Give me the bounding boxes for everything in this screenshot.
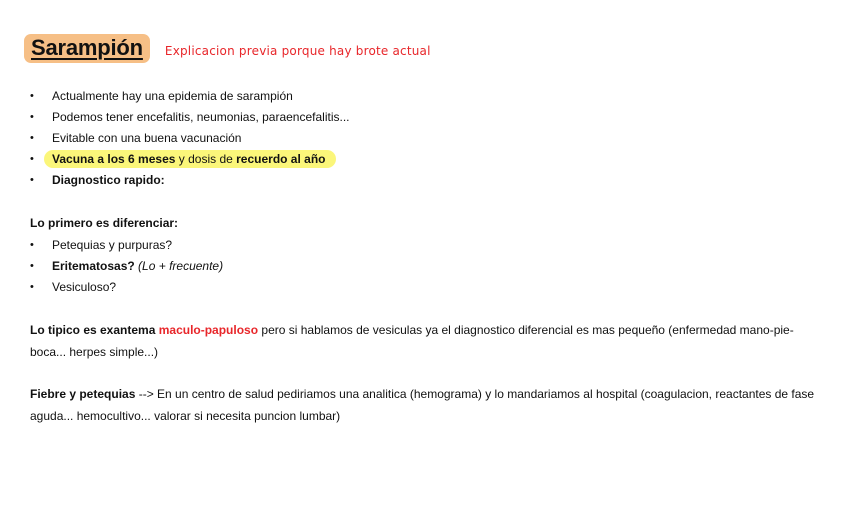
list-item-text: Vesiculoso?: [52, 280, 117, 294]
bullet-icon: •: [30, 281, 34, 293]
paragraph-bold-lead: Fiebre y petequias: [30, 387, 136, 401]
vaccine-mid-text: y dosis de: [175, 152, 237, 166]
paragraph-bold-lead: Lo tipico es exantema: [30, 323, 159, 337]
list-item: [30, 149, 350, 170]
differentiate-bullet-list: [30, 235, 223, 298]
highlighted-text: [44, 150, 336, 168]
list-item-text: Podemos tener encefalitis, neumonias, paraencefalitis...: [52, 110, 350, 124]
paragraph-red-term: maculo-papuloso: [158, 323, 259, 337]
section-heading: Lo primero es diferenciar:: [30, 216, 179, 230]
list-item: [30, 170, 350, 191]
title-row: [24, 34, 431, 63]
booster-text: recuerdo al año: [236, 152, 326, 166]
bullet-icon: •: [30, 174, 34, 186]
bullet-icon: •: [30, 90, 34, 102]
exanthem-paragraph: [30, 319, 820, 363]
page-title: Sarampión: [24, 34, 150, 63]
list-item-text: Diagnostico rapido:: [52, 173, 165, 187]
intro-bullet-list: [30, 86, 350, 191]
list-item: [30, 256, 223, 277]
bullet-icon: •: [30, 153, 34, 165]
vaccine-age-text: Vacuna a los 6 meses: [52, 152, 176, 166]
list-item-italic-note: (Lo + frecuente): [138, 259, 224, 273]
list-item-text: Evitable con una buena vacunación: [52, 131, 242, 145]
list-item-text: Actualmente hay una epidemia de sarampión: [52, 89, 293, 103]
paragraph-body: pero si hablamos de vesiculas ya el diagnostico diferencial es mas pequeño (enfermedad mano-pie-boca... herpes simple...): [30, 323, 794, 359]
bullet-icon: •: [30, 132, 34, 144]
fever-paragraph: [30, 383, 820, 427]
bullet-icon: •: [30, 111, 34, 123]
list-item: [30, 107, 350, 128]
bullet-icon: •: [30, 239, 34, 251]
list-item-bold-text: Eritematosas?: [52, 259, 135, 273]
list-item-text: Petequias y purpuras?: [52, 238, 173, 252]
list-item: [30, 235, 223, 256]
list-item: [30, 86, 350, 107]
list-item: [30, 128, 350, 149]
bullet-icon: •: [30, 260, 34, 272]
list-item: [30, 277, 223, 298]
paragraph-body: --> En un centro de salud pediriamos una analitica (hemograma) y lo mandariamos al hospital (coagulacion, reactantes de fase aguda... hemocultivo... valorar si necesita puncion lumbar): [30, 387, 815, 423]
page-subtitle: Explicacion previa porque hay brote actual: [164, 43, 431, 58]
